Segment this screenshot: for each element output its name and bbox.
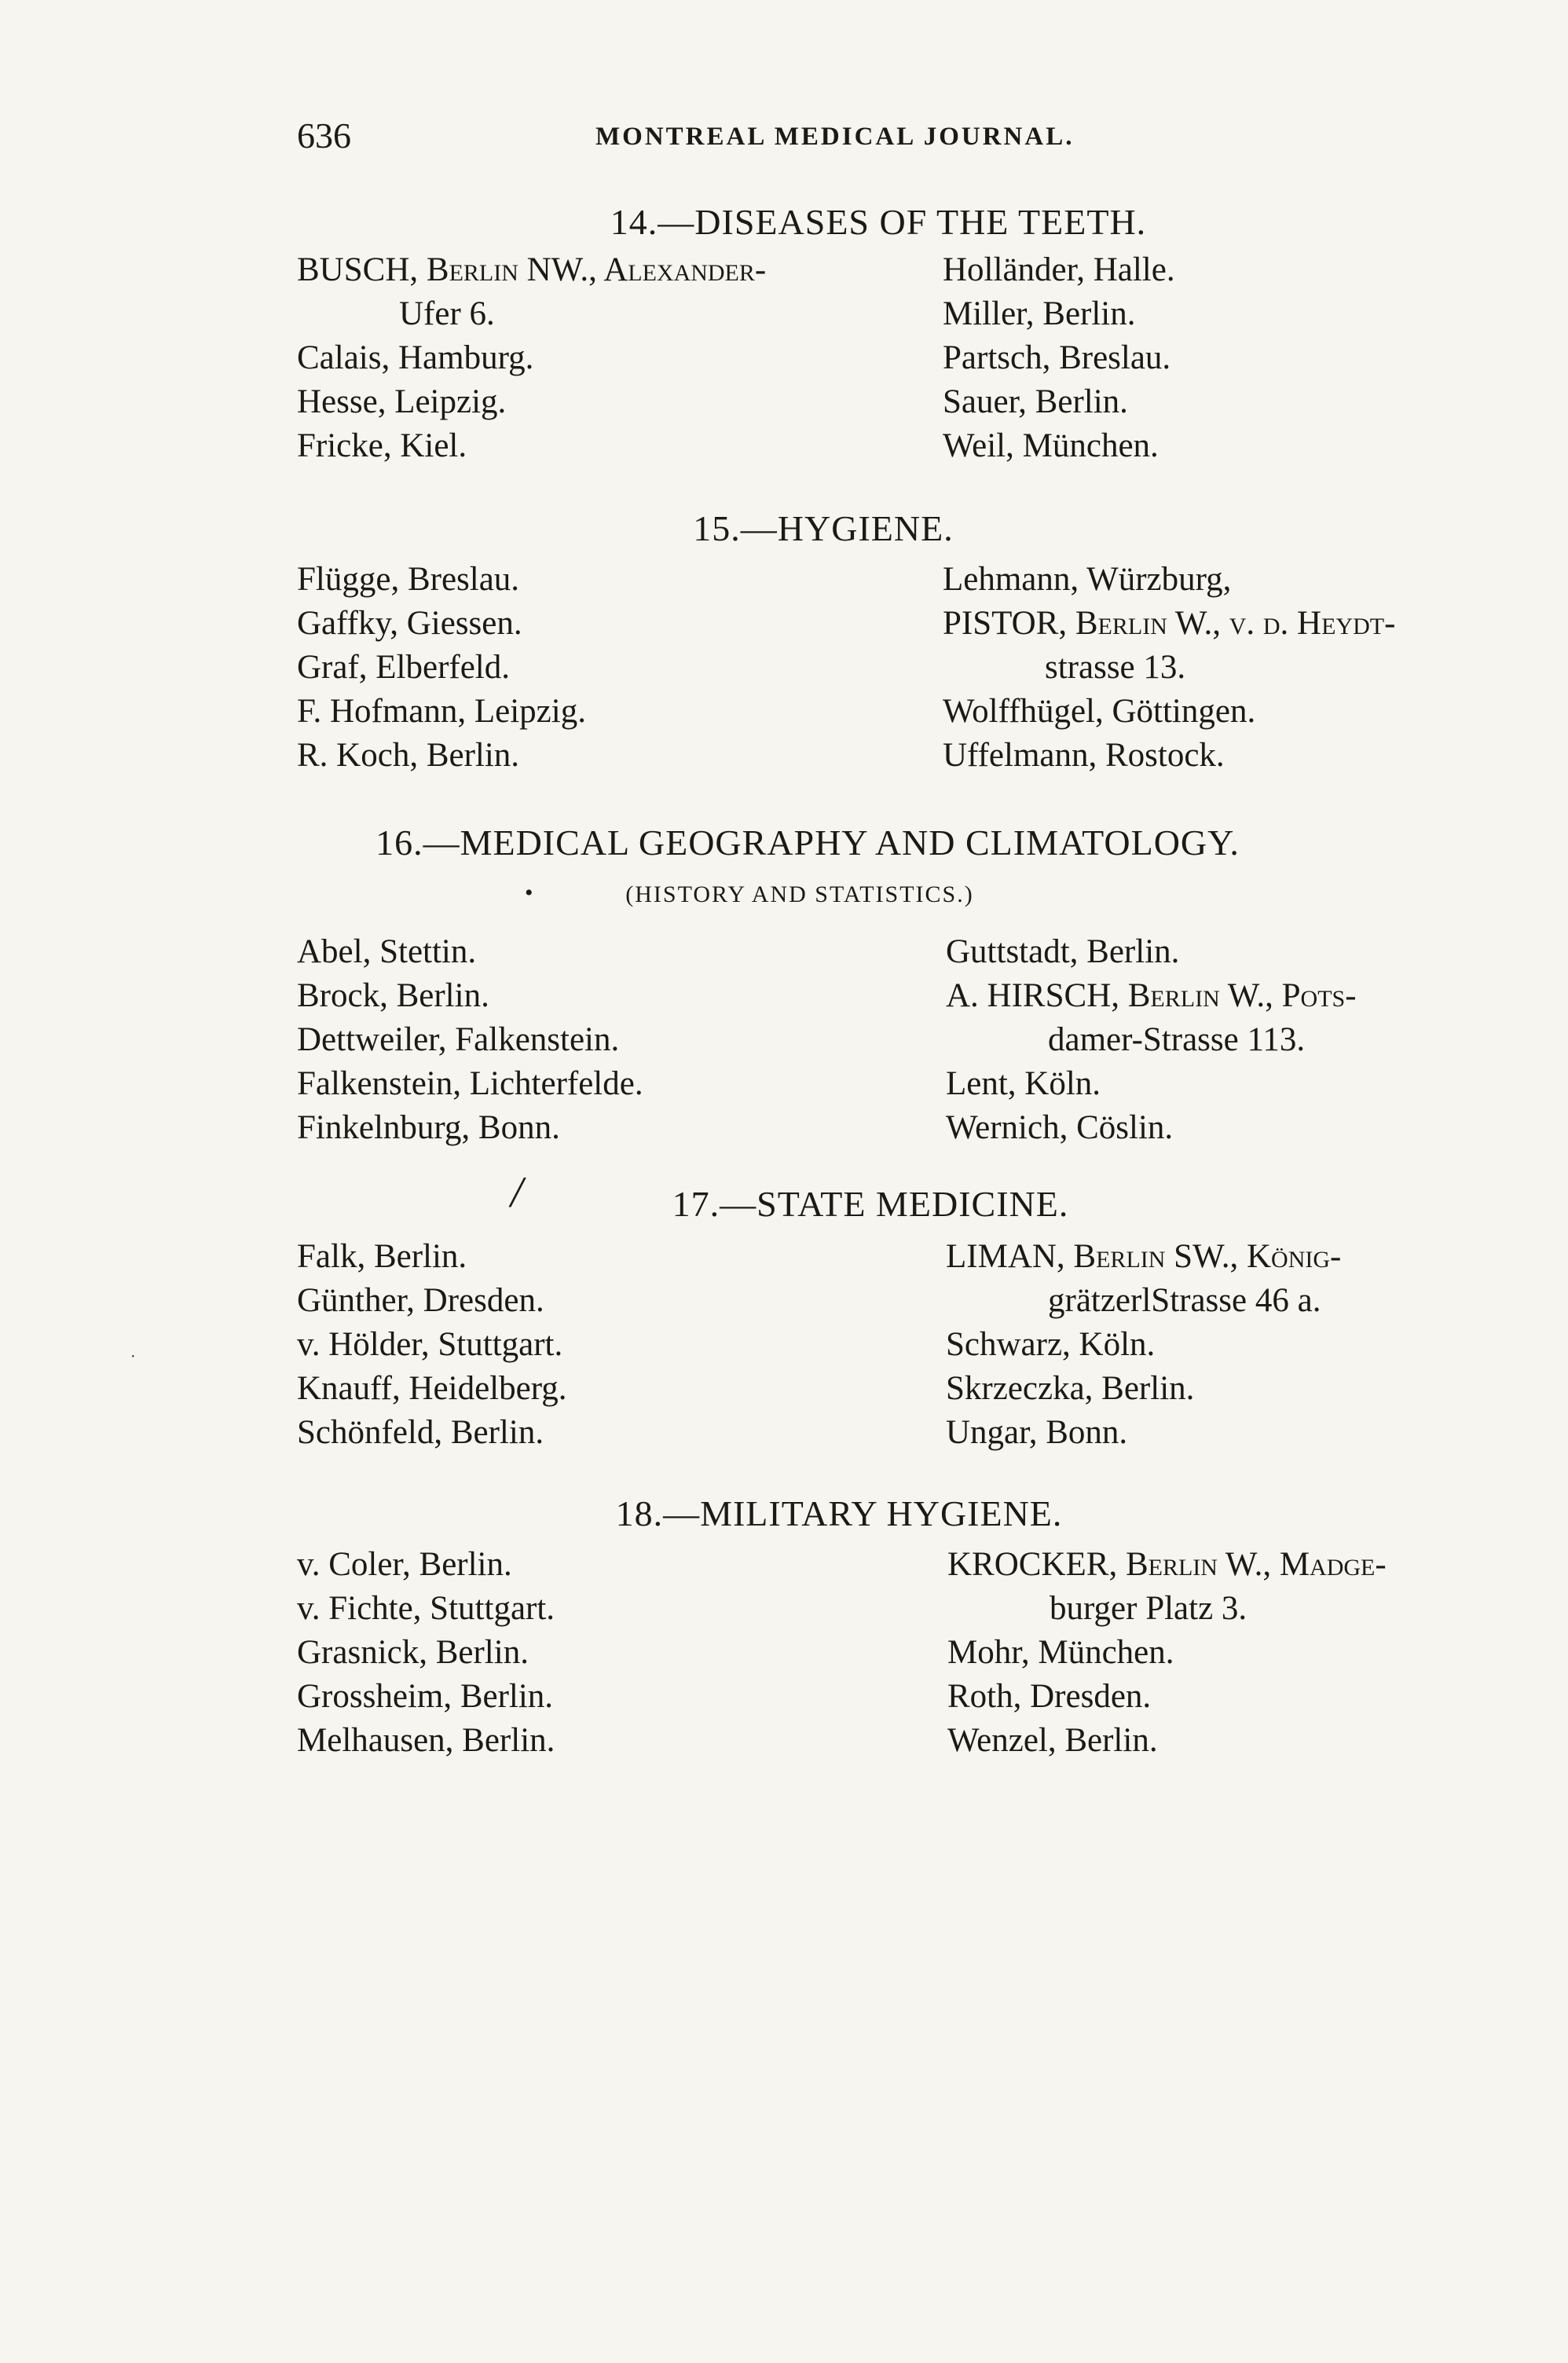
list-item: Skrzeczka, Berlin. (946, 1370, 1195, 1407)
page-number: 636 (297, 115, 351, 156)
list-item: Falkenstein, Lichterfelde. (297, 1065, 643, 1102)
list-item: damer-Strasse 113. (1048, 1021, 1306, 1058)
list-item: Guttstadt, Berlin. (946, 933, 1180, 970)
stray-dot-mark: · (130, 1348, 136, 1365)
list-item: R. Koch, Berlin. (297, 737, 520, 774)
list-item: strasse 13. (1045, 649, 1186, 686)
section-title: 15.—HYGIENE. (693, 508, 954, 548)
left-column (297, 930, 941, 1150)
list-item: Flügge, Breslau. (297, 561, 520, 598)
list-item: Calais, Hamburg. (297, 339, 534, 376)
running-title: MONTREAL MEDICAL JOURNAL. (595, 123, 1075, 151)
page-header (297, 115, 1507, 162)
list-item: burger Platz 3. (1050, 1590, 1247, 1627)
list-item: v. Hölder, Stuttgart. (297, 1326, 563, 1363)
list-item: Ungar, Bonn. (946, 1414, 1128, 1451)
list-item: Wolffhügel, Göttingen. (943, 693, 1256, 730)
list-item: Dettweiler, Falkenstein. (297, 1021, 620, 1058)
list-item: KROCKER, Berlin W., Madge- (947, 1546, 1387, 1583)
section-title: 16.—MEDICAL GEOGRAPHY AND CLIMATOLOGY. (376, 822, 1240, 863)
list-item: Knauff, Heidelberg. (297, 1370, 567, 1407)
right-column (946, 930, 1496, 1150)
list-item: v. Coler, Berlin. (297, 1546, 512, 1583)
list-item: A. HIRSCH, Berlin W., Pots- (946, 977, 1357, 1014)
list-item: PISTOR, Berlin W., v. d. Heydt- (943, 605, 1396, 642)
section-title: 14.—DISEASES OF THE TEETH. (610, 202, 1147, 242)
list-item: v. Fichte, Stuttgart. (297, 1590, 555, 1627)
right-column (943, 248, 1493, 468)
list-item: LIMAN, Berlin SW., König- (946, 1238, 1342, 1275)
section-subtitle: (HISTORY AND STATISTICS.) (625, 881, 974, 907)
right-column (946, 1235, 1496, 1455)
list-item: Grossheim, Berlin. (297, 1678, 554, 1715)
list-item: Lent, Köln. (946, 1065, 1101, 1102)
left-column (297, 248, 941, 468)
list-item: Melhausen, Berlin. (297, 1722, 555, 1759)
list-item: F. Hofmann, Leipzig. (297, 693, 586, 730)
list-item: Abel, Stettin. (297, 933, 477, 970)
left-column (297, 558, 941, 778)
list-item: Fricke, Kiel. (297, 427, 467, 464)
list-item: Holländer, Halle. (943, 251, 1175, 288)
left-column (297, 1543, 941, 1763)
list-item: Miller, Berlin. (943, 295, 1136, 332)
left-column (297, 1235, 941, 1455)
list-item: Brock, Berlin. (297, 977, 489, 1014)
right-column (947, 1543, 1497, 1763)
list-item: Wenzel, Berlin. (947, 1722, 1158, 1759)
list-item: Roth, Dresden. (947, 1678, 1152, 1715)
list-item: Schönfeld, Berlin. (297, 1414, 544, 1451)
list-item: Uffelmann, Rostock. (943, 737, 1225, 774)
section-title: 18.—MILITARY HYGIENE. (615, 1493, 1063, 1533)
stray-dot-mark: • (525, 880, 533, 906)
section-title: 17.—STATE MEDICINE. (672, 1184, 1069, 1224)
list-item: Mohr, München. (947, 1634, 1174, 1671)
list-item: Graf, Elberfeld. (297, 649, 510, 686)
list-item: Weil, München. (943, 427, 1159, 464)
list-item: Falk, Berlin. (297, 1238, 467, 1275)
right-column (943, 558, 1493, 778)
list-item: Hesse, Leipzig. (297, 383, 507, 420)
list-item: Grasnick, Berlin. (297, 1634, 529, 1671)
list-item: Lehmann, Würzburg, (943, 561, 1232, 598)
list-item: Schwarz, Köln. (946, 1326, 1156, 1363)
list-item: Günther, Dresden. (297, 1282, 544, 1319)
list-item: Finkelnburg, Bonn. (297, 1109, 560, 1146)
list-item: Wernich, Cöslin. (946, 1109, 1174, 1146)
list-item: grätzerlStrasse 46 a. (1048, 1282, 1321, 1319)
list-item: Ufer 6. (399, 295, 495, 332)
list-item: Sauer, Berlin. (943, 383, 1128, 420)
stray-slash-mark: / (511, 1168, 523, 1217)
list-item: Partsch, Breslau. (943, 339, 1171, 376)
list-item: Gaffky, Giessen. (297, 605, 522, 642)
list-item: BUSCH, Berlin NW., Alexander- (297, 251, 767, 288)
